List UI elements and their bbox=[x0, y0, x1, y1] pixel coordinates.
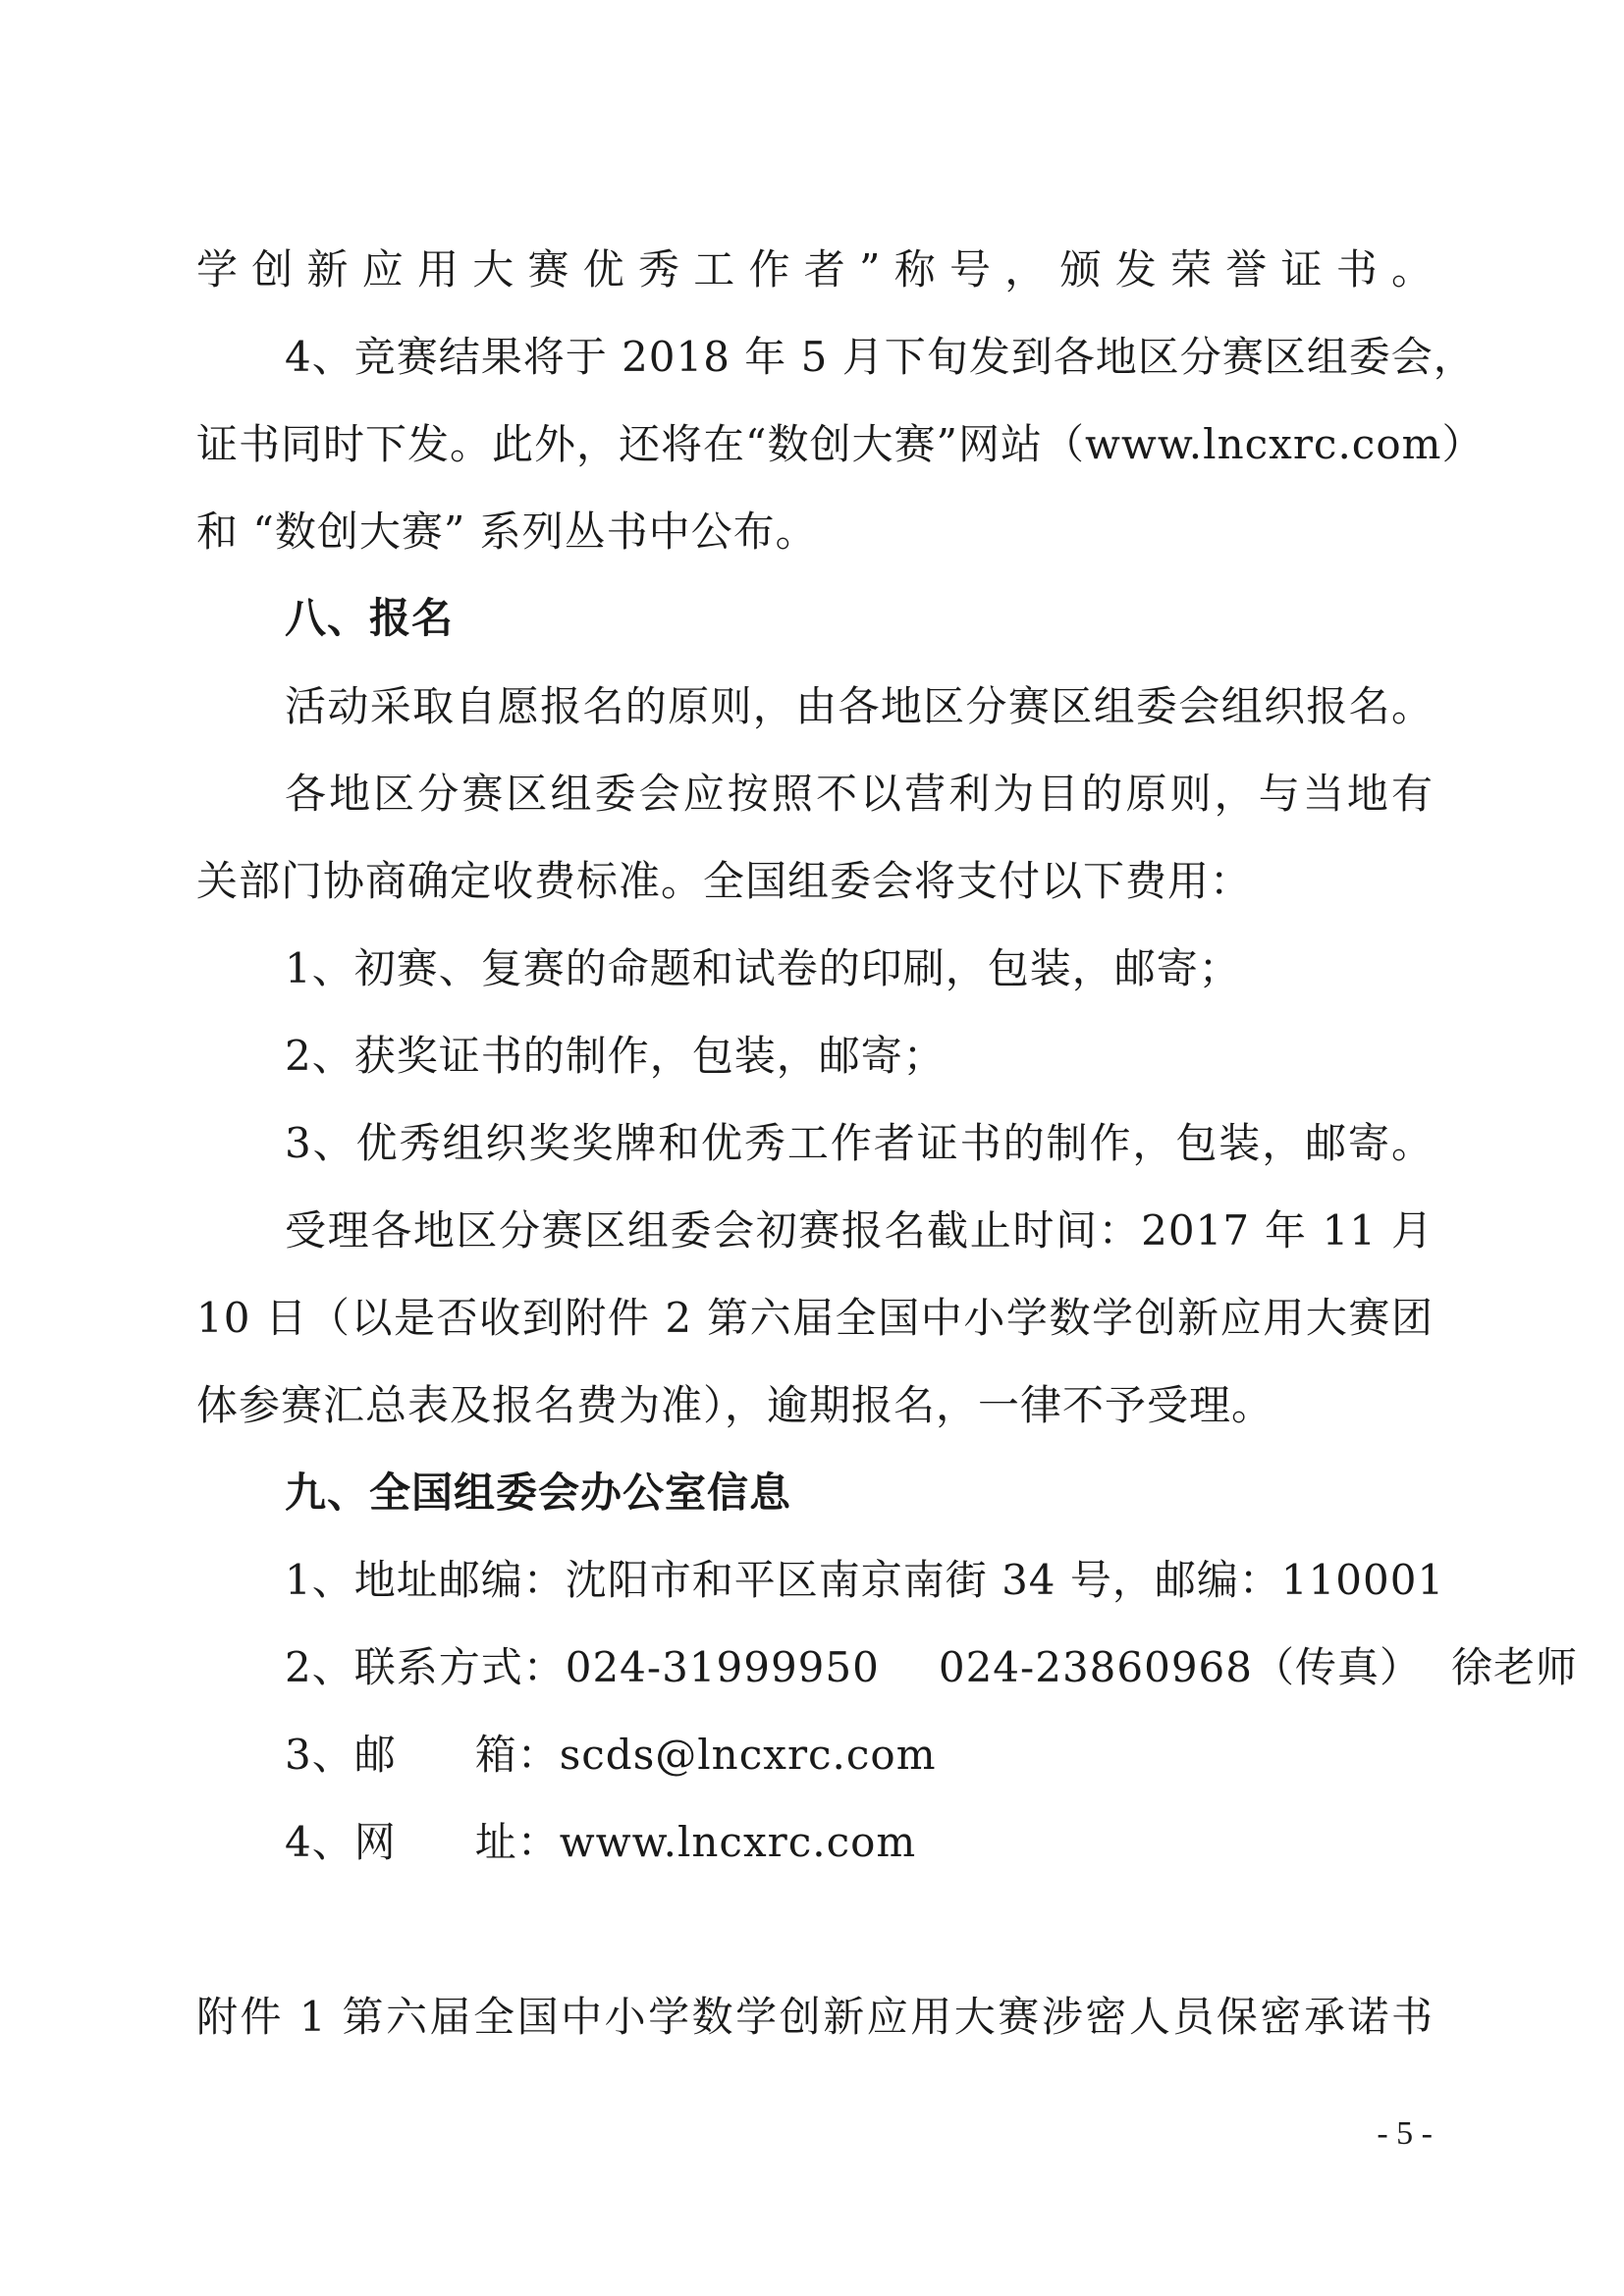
paragraph-line: 受理各地区分赛区组委会初赛报名截止时间：2017 年 11 月 bbox=[285, 1206, 1434, 1255]
list-item: 1、初赛、复赛的命题和试卷的印刷，包装，邮寄； bbox=[285, 944, 1241, 992]
paragraph-line: 体参赛汇总表及报名费为准），逾期报名，一律不予受理。 bbox=[196, 1381, 1274, 1429]
paragraph-line: 4、竞赛结果将于 2018 年 5 月下旬发到各地区分赛区组委会， bbox=[285, 333, 1476, 381]
paragraph-line: 证书同时下发。此外，还将在“数创大赛”网站（www.lncxrc.com） bbox=[196, 420, 1485, 468]
contact-email-value: 箱：scds@lncxrc.com bbox=[474, 1731, 937, 1779]
paragraph-line: 和 “数创大赛” 系列丛书中公布。 bbox=[196, 507, 818, 556]
attachment-note: 附件 1 第六届全国中小学数学创新应用大赛涉密人员保密承诺书 bbox=[196, 1993, 1434, 2041]
paragraph-line: 活动采取自愿报名的原则，由各地区分赛区组委会组织报名。 bbox=[285, 682, 1434, 730]
paragraph-line: 关部门协商确定收费标准。全国组委会将支付以下费用： bbox=[196, 857, 1253, 905]
contact-website-value: 址：www.lncxrc.com bbox=[474, 1818, 917, 1866]
contact-address: 1、地址邮编：沈阳市和平区南京南街 34 号，邮编：110001 bbox=[285, 1556, 1445, 1604]
section-heading-registration: 八、报名 bbox=[285, 594, 455, 642]
contact-phone bbox=[285, 1638, 1578, 1697]
contact-phone-main: 2、联系方式：024-31999950 bbox=[285, 1643, 880, 1691]
contact-person: 徐老师 bbox=[1451, 1643, 1579, 1691]
list-item: 2、获奖证书的制作，包装，邮寄； bbox=[285, 1032, 946, 1080]
page-number: - 5 - bbox=[1377, 2115, 1433, 2152]
section-heading-office-info: 九、全国组委会办公室信息 bbox=[285, 1468, 792, 1517]
contact-email bbox=[285, 1726, 937, 1785]
list-item: 3、优秀组织奖奖牌和优秀工作者证书的制作，包装，邮寄。 bbox=[285, 1119, 1434, 1167]
contact-fax: 024-23860968（传真） bbox=[938, 1643, 1422, 1691]
contact-email-label: 3、邮 bbox=[285, 1731, 397, 1779]
contact-website-label: 4、网 bbox=[285, 1818, 397, 1866]
contact-website bbox=[285, 1813, 916, 1872]
paragraph-line: 学创新应用大赛优秀工作者”称号，颁发荣誉证书。 bbox=[196, 245, 1434, 294]
paragraph-line: 10 日（以是否收到附件 2 第六届全国中小学数学创新应用大赛团 bbox=[196, 1294, 1434, 1342]
paragraph-line: 各地区分赛区组委会应按照不以营利为目的原则，与当地有 bbox=[285, 770, 1434, 818]
